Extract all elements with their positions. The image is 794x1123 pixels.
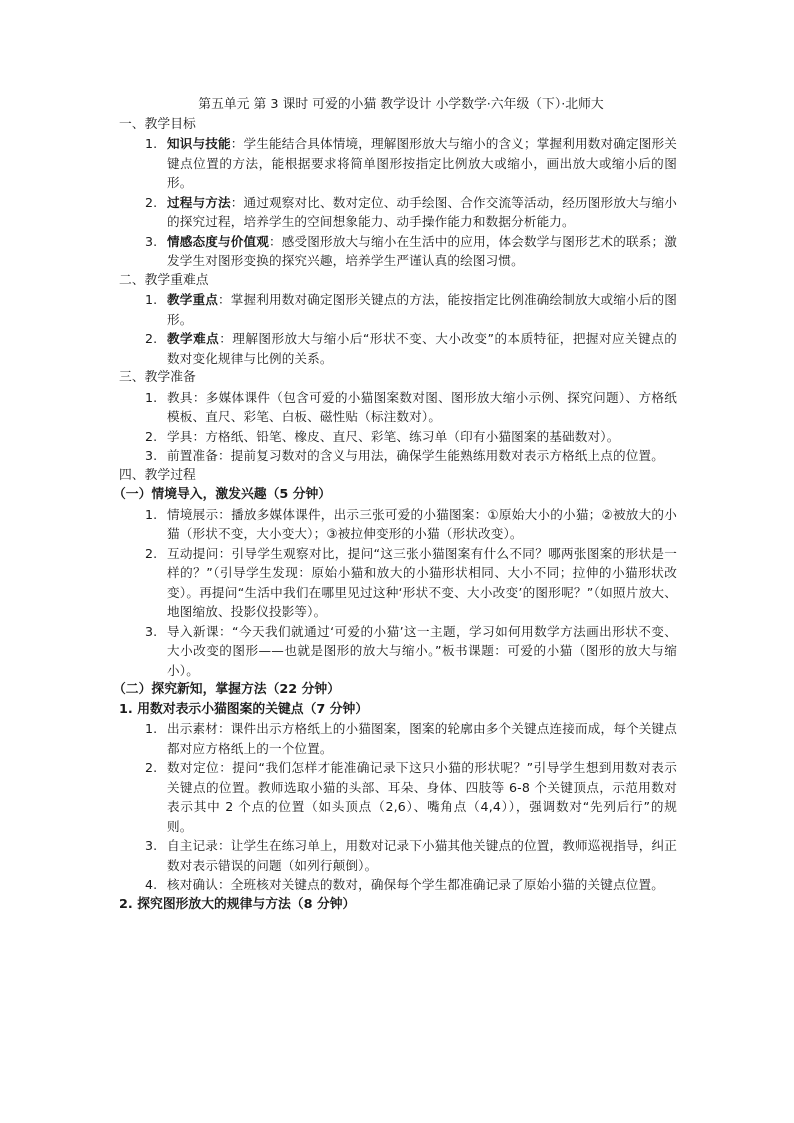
preparation-list bbox=[119, 388, 677, 466]
list-item: 2. 教学难点：理解图形放大与缩小后“形状不变、大小改变”的本质特征，把握对应关键点的数对变化规律与比例的关系。 bbox=[145, 331, 677, 366]
item-label: 知识与技能 bbox=[167, 136, 231, 151]
list-item: 4. 核对确认：全班核对关键点的数对，确保每个学生都准确记录了原始小猫的关键点位置。 bbox=[145, 877, 665, 892]
subsection-heading-explore: （二）探究新知，掌握方法（22 分钟） bbox=[113, 682, 341, 697]
section-heading-objectives: 一、教学目标 bbox=[119, 116, 196, 132]
part-heading-coordinates: 1. 用数对表示小猫图案的关键点（7 分钟） bbox=[119, 701, 369, 717]
list-item: 2. 过程与方法：通过观察对比、数对定位、动手绘图、合作交流等活动，经历图形放大与缩小的探究过程，培养学生的空间想象能力、动手操作能力和数据分析能力。 bbox=[145, 194, 678, 229]
intro-list bbox=[119, 505, 677, 681]
list-item: 1. 教具：多媒体课件（包含可爱的小猫图案数对图、图形放大缩小示例、探究问题）、方格纸模板、直尺、彩笔、白板、磁性贴（标注数对）。 bbox=[145, 389, 677, 424]
list-item: 2. 学具：方格纸、铅笔、橡皮、直尺、彩笔、练习单（印有小猫图案的基础数对）。 bbox=[145, 428, 620, 444]
list-item: 3. 前置准备：提前复习数对的含义与用法，确保学生能熟练用数对表示方格纸上点的位置。 bbox=[145, 448, 665, 463]
item-label: 过程与方法 bbox=[167, 194, 231, 210]
list-item: 1. 出示素材：课件出示方格纸上的小猫图案，图案的轮廓由多个关键点连接而成，每个关键点都对应方格纸上的一个位置。 bbox=[145, 721, 677, 756]
list-item: 1. 教学重点：掌握利用数对确定图形关键点的方法，能按指定比例准确绘制放大或缩小后的图形。 bbox=[145, 292, 677, 327]
section-heading-key-points: 二、教学重难点 bbox=[119, 272, 209, 288]
part-heading-enlarge: 2. 探究图形放大的规律与方法（8 分钟） bbox=[119, 896, 356, 912]
item-label: 情感态度与价值观 bbox=[167, 233, 269, 249]
document-page bbox=[113, 95, 678, 914]
document-title: 第五单元 第 3 课时 可爱的小猫 教学设计 小学数学·六年级（下）·北师大 bbox=[198, 97, 604, 112]
list-item: 1. 情境展示：播放多媒体课件，出示三张可爱的小猫图案：①原始大小的小猫；②被放大的小猫（形状不变，大小变大）；③被拉伸变形的小猫（形状改变）。 bbox=[145, 506, 677, 541]
list-item: 2. 互动提问：引导学生观察对比，提问“这三张小猫图案有什么不同？哪两张图案的形状是一样的？”（引导学生发现：原始小猫和放大的小猫形状相同、大小不同；拉伸的小猫形状改变）。再提问“生活中我们在哪里见过这种‘形状不变、大小改变’的图形呢？”（如照片放大、地图缩放、投影仪投影等）。 bbox=[145, 545, 677, 619]
item-label: 教学难点 bbox=[167, 331, 220, 346]
list-item: 3. 导入新课：“今天我们就通过‘可爱的小猫’这一主题，学习如何用数学方法画出形状不变、大小改变的图形——也就是图形的放大与缩小。”板书课题：可爱的小猫（图形的放大与缩小）。 bbox=[145, 623, 677, 678]
list-item: 2. 数对定位：提问“我们怎样才能准确记录下这只小猫的形状呢？”引导学生想到用数对表示关键点的位置。教师选取小猫的头部、耳朵、身体、四肢等 6-8 个关键顶点，示范用数对表示其中 2 个点的位置（如头顶点（2,6）、嘴角点（4,4）），强调数对“先列后行”的规则。 bbox=[145, 760, 677, 834]
section-heading-preparation: 三、教学准备 bbox=[119, 370, 196, 385]
item-label: 教学重点 bbox=[167, 292, 218, 307]
list-item: 3. 自主记录：让学生在练习单上，用数对记录下小猫其他关键点的位置，教师巡视指导，纠正数对表示错误的问题（如列行颠倒）。 bbox=[145, 838, 677, 873]
subsection-heading-intro: （一）情境导入，激发兴趣（5 分钟） bbox=[113, 487, 332, 502]
key-points-list bbox=[119, 290, 677, 368]
section-heading-process: 四、教学过程 bbox=[119, 467, 196, 483]
coordinates-list bbox=[119, 719, 677, 895]
list-item: 3. 情感态度与价值观：感受图形放大与缩小在生活中的应用，体会数学与图形艺术的联系；激发学生对图形变换的探究兴趣，培养学生严谨认真的绘图习惯。 bbox=[145, 233, 677, 268]
list-item: 1. 知识与技能：学生能结合具体情境，理解图形放大与缩小的含义；掌握利用数对确定图形关键点位置的方法，能根据要求将简单图形按指定比例放大或缩小，画出放大或缩小后的图形。 bbox=[145, 136, 678, 190]
objectives-list bbox=[119, 134, 677, 271]
